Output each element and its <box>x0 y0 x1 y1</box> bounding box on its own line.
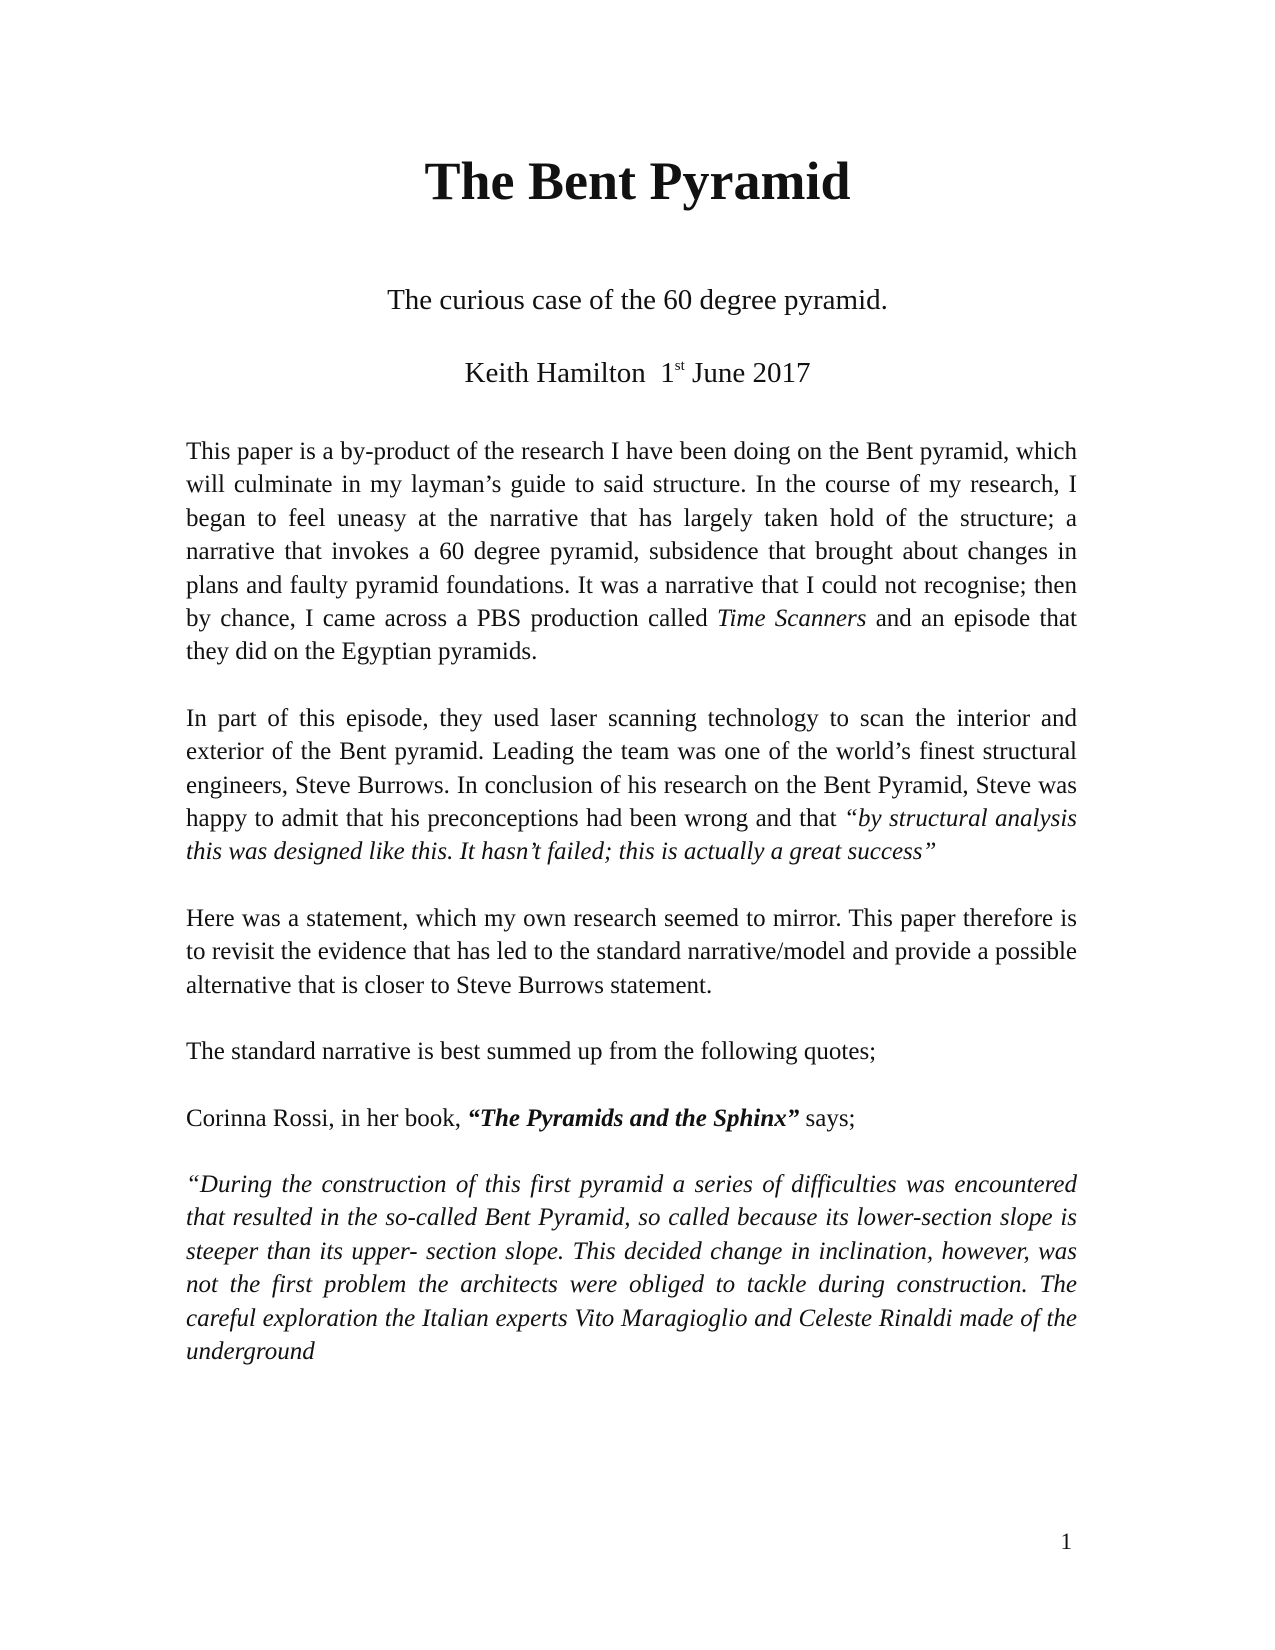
paragraph-purpose: Here was a statement, which my own research seemed to mirror. This paper therefore is to revisit the evidence that has led to the standard narrative/model and provide a possible alternative that is closer to Steve Burrows statement. <box>186 904 1077 999</box>
book-title: “The Pyramids and the Sphinx” <box>467 1104 800 1132</box>
burrows-quote: “by structural analysis this was designed like this. It hasn’t failed; this is actually a great success” <box>186 805 1077 866</box>
author-name: Keith Hamilton <box>464 357 646 389</box>
byline <box>0 355 1275 391</box>
paragraph-rossi-citation: Corinna Rossi, in her book, “The Pyramids and the Sphinx” says; <box>186 1104 856 1132</box>
paragraph-standard-narrative: The standard narrative is best summed up from the following quotes; <box>186 1038 877 1066</box>
paragraph-laser-scan: In part of this episode, they used laser scanning technology to scan the interior and exterior of the Bent pyramid. Leading the team was one of the world’s finest structural engineers, Steve Burrows. In conclusion of his research on the Bent Pyramid, Steve was happy to admit that his preconceptions had been wrong and that “by structural analysis this was designed like this. It hasn’t failed; this is actually a great success” <box>186 704 1077 866</box>
publication-date: 1st June 2017 <box>660 357 811 389</box>
program-title: Time Scanners <box>716 605 867 633</box>
rossi-quote: “During the construction of this first pyramid a series of difficulties was encountered that resulted in the so-called Bent Pyramid, so called because its lower-section slope is steeper than its upper- section slope. This decided change in inclination, however, was not the first problem the architects were obliged to tackle during construction. The careful exploration the Italian experts Vito Maragioglio and Celeste Rinaldi made of the underground <box>186 1170 1077 1365</box>
document-body <box>186 435 1077 1368</box>
page-number: 1 <box>1060 1529 1072 1554</box>
document-subtitle: The curious case of the 60 degree pyramid. <box>387 284 888 316</box>
document-title: The Bent Pyramid <box>424 151 851 211</box>
paragraph-intro: This paper is a by-product of the research I have been doing on the Bent pyramid, which will culminate in my layman’s guide to said structure. In the course of my research, I began to feel uneasy at the narrative that has largely taken hold of the structure; a narrative that invokes a 60 degree pyramid, subsidence that brought about changes in plans and faulty pyramid foundations. It was a narrative that I could not recognise; then by chance, I came across a PBS production called Time Scanners and an episode that they did on the Egyptian pyramids. <box>186 438 1077 666</box>
